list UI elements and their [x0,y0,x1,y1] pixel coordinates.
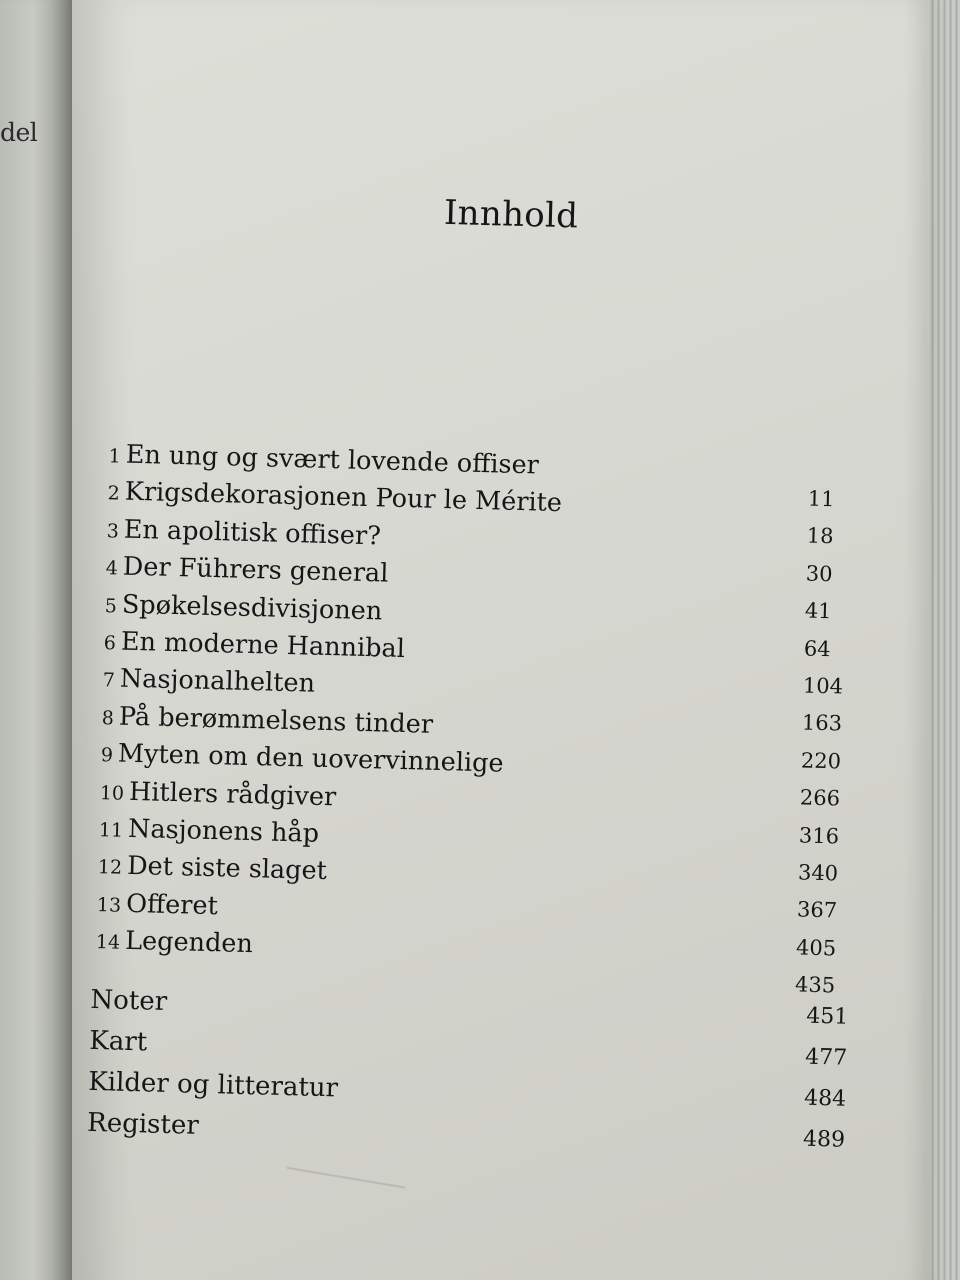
chapter-number: 3 [106,519,120,543]
back-matter-title: Kart [88,1025,148,1058]
back-matter-list [87,980,871,1164]
chapter-number: 9 [100,744,114,767]
chapter-title: En apolitisk offiser? [123,514,382,552]
chapter-title: En moderne Hannibal [120,626,406,664]
page-number: 405 [795,935,837,961]
back-matter-title: Kilder og litteratur [87,1066,339,1104]
chapter-title: Myten om den uovervinnelige [117,738,504,779]
page-number: 489 [802,1126,846,1153]
chapter-title: Krigsdekorasjonen Pour le Mérite [124,477,563,519]
chapter-number: 11 [98,818,124,842]
chapter-number: 13 [96,893,122,917]
left-page-text-fragment: del [0,118,38,147]
page-number: 367 [796,897,838,923]
page-title: Innhold [443,192,579,237]
chapter-number: 14 [95,931,121,954]
chapter-number: 7 [102,669,116,692]
page-number: 266 [799,785,841,811]
page-number: 163 [801,710,843,736]
page-number: 451 [805,1003,849,1030]
chapter-number: 5 [104,594,118,618]
chapter-number: 8 [101,706,115,730]
page-number: 41 [804,598,832,624]
back-matter-title: Register [86,1107,200,1141]
page-number: 477 [804,1044,848,1071]
chapter-number: 6 [103,632,117,655]
page-number: 18 [806,523,834,549]
chapter-title: På berømmelsens tinder [118,701,434,740]
chapter-title: Nasjonens håp [127,813,320,849]
chapter-title: En ung og svært lovende offiser [125,439,540,481]
chapter-title: Legenden [124,925,254,960]
page-number: 64 [803,636,831,661]
page-number: 340 [797,860,839,886]
page-number: 104 [802,673,844,699]
chapter-title: Spøkelsesdivisjonen [121,589,383,626]
chapter-title: Der Führers general [122,551,389,589]
chapter-number: 10 [99,781,125,805]
chapter-title: Det siste slaget [126,851,328,887]
page-number: 435 [794,972,836,998]
page-number: 316 [798,822,840,848]
chapter-title: Hitlers rådgiver [128,776,337,812]
page-number: 220 [800,748,842,774]
page-number: 484 [803,1085,847,1112]
chapter-number: 1 [108,445,122,468]
page-number: 11 [807,486,835,512]
chapter-number: 2 [107,482,121,505]
chapter-number: 12 [97,856,123,880]
back-matter-title: Noter [90,984,168,1017]
chapter-title: Offeret [125,888,219,921]
chapter-title: Nasjonalhelten [119,663,316,700]
paper-smudge [287,1167,406,1189]
chapter-list [95,436,889,998]
chapter-number: 4 [105,557,119,580]
page-number: 30 [805,561,833,586]
